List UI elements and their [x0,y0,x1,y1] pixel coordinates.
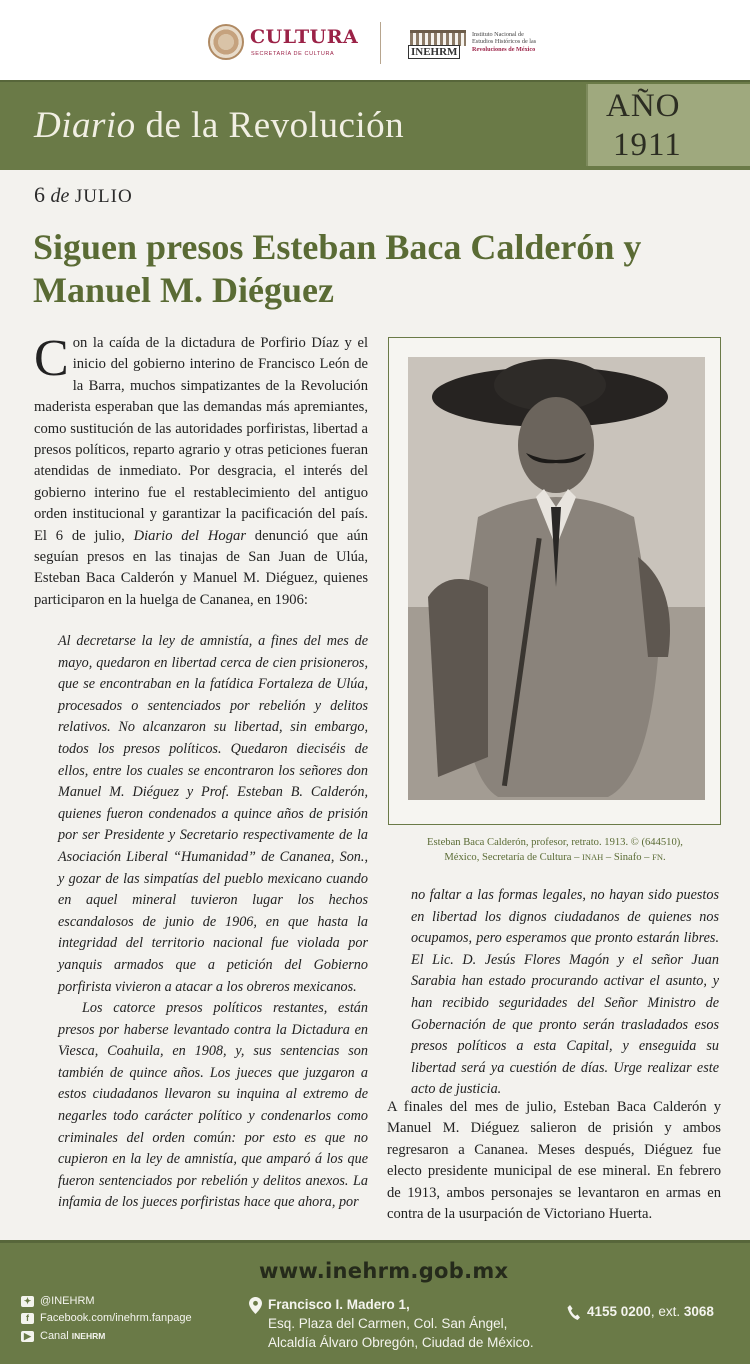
date-day: 6 [34,182,45,207]
quote-continuation: no faltar a las formas legales, no hayan sido puestos en libertad los dignos ciudadanos de quienes nos ocupamos, pero esperamos que pronto estarán libres. El Lic. D. Jesús Flores Magón y el señor Juan Sarabia han estado procurando activar el asunto, y han recibido seguridades del Señor Ministro de Gobernación de que pronto serán trasladados esos presos políticos a esta Capital, y enseguida su libertad será ya cuestión de días. Urge realizar este acto de justicia. [411,887,719,1098]
intro-text-b: denunció que aún seguían presos en las tinajas de San Juan de Ulúa, Esteban Baca Calderón y Manuel M. Diéguez, quienes participaron en la huelga de Cananea, en 1906: [34,527,368,608]
phone-ext: 3068 [683,1304,714,1319]
phone-ext-label: , ext. [650,1304,684,1319]
quote-paragraph-1: Al decretarse la ley de amnistía, a fines del mes de mayo, quedaron en libertad cerca de cien prisioneros, que se encontraban en la fatídica Fortaleza de Ulúa, procesados o sentenciados por rebelión y delitos relativos. No alcanzaron su libertad, sin embargo, todos los presos políticos. Quedaron dieciséis de ellos, entre los cuales se encontraron los señores don Manuel M. Diéguez y Prof. Esteban B. Calderón, quienes fueron condenados a quince años de prisión por ser Presidente y Secretario respectivamente de la Asociación Liberal “Humanidad” de Cananea, Son., y gozar de las simpatías del pueblo mexicano cuando en aquel mineral tuvieron lugar los hechos escandalosos de junio de 1906, en que hasta la integridad del territorio nacional fue violada por yanquis armados que a petición del Gobierno porfirista vivieron a atacar a los obreros mexicanos. [58,633,368,995]
dropcap: C [34,330,69,387]
quote-paragraph-2: Los catorce presos políticos restantes, están presos por haberse levantado contra la Dictadura en Viesca, Coahuila, en 1908, y, sus sentencias son también de quince años. Los jueces que juzgaron a estos ciudadanos llevaron su inquina al extremo de negarles todo carácter político y condenarlos como criminales del orden común: por esto es que no cupieron en la ley de amnistía, que amparó á los que fueron sentenciados por rebelión y delitos anexos. La infamia de los jueces porfiristas hace que ahora, por [58,1000,368,1211]
article-closing: A finales del mes de julio, Esteban Baca Calderón y Manuel M. Diéguez salieron de prisión y ambos regresaron a Cananea. Meses después, Diéguez fue electo presidente municipal de ese mineral. En febrero de 1913, ambos personajes se levantaron en armas en contra de la usurpación de Victoriano Huerta. [387,1099,721,1223]
inehrm-desc-line: Instituto Nacional de [472,31,524,38]
intro-text-a: on la caída de la dictadura de Porfirio Díaz y el inicio del gobierno interino de Francisco León de la Barra, muchos simpatizantes de la Revolución maderista esperaban que las demandas más apremiantes, como sustitución de las autoridades porfiristas, libertad a presos políticos, reparto agrario y otras peticiones fueran atendidas de inmediato. Por desgracia, el interés del gobierno interino fue el restablecimiento del antiguo orden institucional y garantizar la pacificación del país. El 6 de julio, [34,335,368,544]
caption-text: México, Secretaría de Cultura – [444,852,583,863]
inehrm-description [472,31,552,53]
address-street: Francisco I. Madero 1, [268,1297,410,1312]
date-de: de [50,185,70,207]
cultura-seal-icon [208,24,244,60]
youtube-link[interactable] [21,1330,105,1342]
address-line-2: Esq. Plaza del Carmen, Col. San Ángel, [268,1316,508,1331]
year-value: 1911 [613,127,682,163]
website-link[interactable]: www.inehrm.gob.mx [259,1259,509,1283]
article-date [34,182,133,208]
youtube-channel: INEHRM [71,1331,106,1341]
phone-main: 4155 0200 [587,1304,651,1319]
caption-fn: FN [652,852,663,862]
caption-end: . [663,852,666,863]
facebook-url: Facebook.com/inehrm.fanpage [40,1312,192,1324]
phone-number[interactable] [587,1304,714,1319]
twitter-icon: ✦ [21,1296,34,1307]
caption-line-2 [396,850,714,865]
article-intro [34,330,368,611]
youtube-icon: ▶ [21,1331,34,1342]
portrait-illustration [408,357,705,800]
caption-line-1: Esteban Baca Calderón, profesor, retrato. 1913. © (644510), [427,837,683,848]
address-line-3: Alcaldía Álvaro Obregón, Ciudad de México. [268,1335,534,1350]
inehrm-desc-line: Estudios Históricos de las [472,38,537,46]
inehrm-logo: INEHRM [408,45,460,59]
inehrm-building-icon [410,30,466,46]
publication-title [34,104,404,147]
publication-title-italic: Diario [34,105,136,146]
caption-text: – Sinafo – [603,852,653,863]
top-header [0,0,750,80]
address [268,1295,534,1352]
location-pin-icon [249,1297,262,1314]
date-month: JULIO [74,186,133,207]
headline: Siguen presos Esteban Baca Calderón y Manuel M. Diéguez [33,227,642,310]
quote-block [58,631,368,1214]
source-name: Diario del Hogar [133,527,247,544]
twitter-link[interactable] [21,1295,95,1307]
photo-caption [396,835,714,865]
facebook-icon: f [21,1313,34,1324]
twitter-handle: @INEHRM [40,1295,95,1307]
address-title [268,1295,534,1314]
header-divider [380,22,381,64]
youtube-label [40,1330,105,1342]
publication-title-rest: de la Revolución [135,105,405,146]
cultura-title: CULTURA [250,26,359,48]
inehrm-desc-line [472,46,552,53]
inehrm-desc-highlight: Revoluciones de México [472,45,536,53]
cultura-subtitle: SECRETARÍA DE CULTURA [251,51,335,57]
youtube-prefix: Canal [40,1330,72,1342]
phone-icon [567,1305,580,1320]
caption-inah: INAH [582,852,604,862]
year-label: AÑO [606,88,681,124]
facebook-link[interactable] [21,1312,192,1324]
